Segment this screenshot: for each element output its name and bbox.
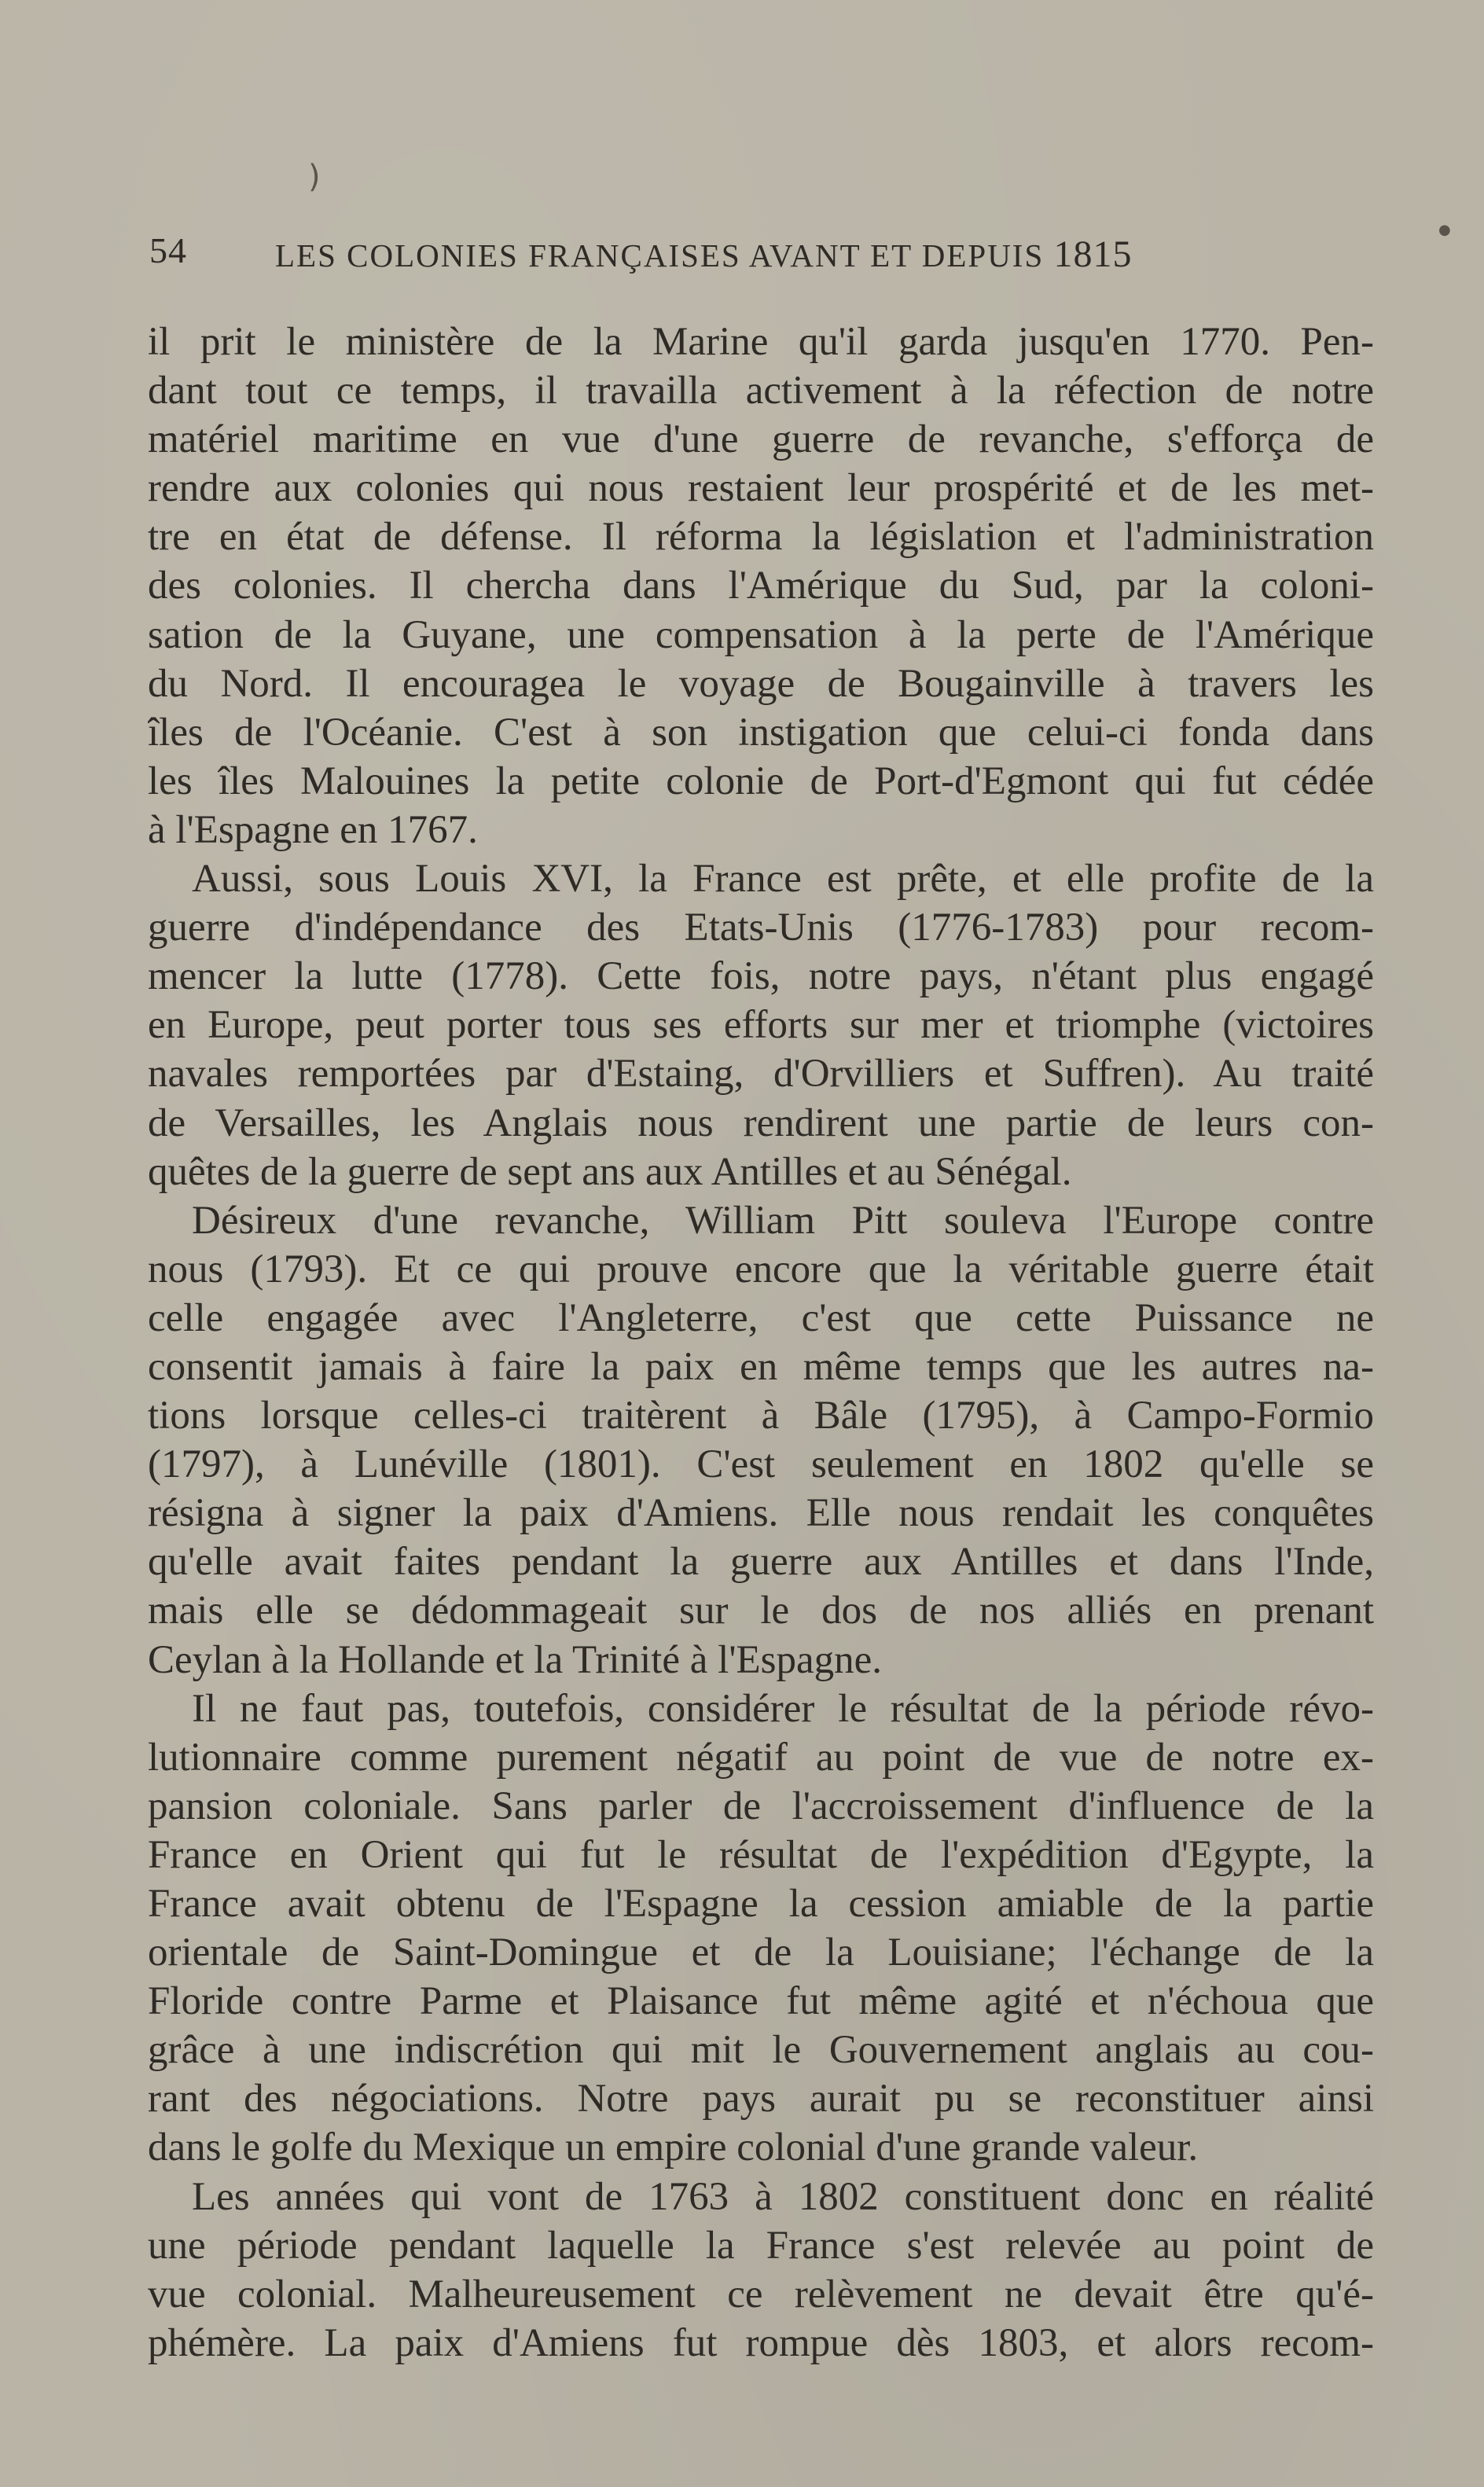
running-title-year: 1815 (1053, 233, 1133, 275)
text-line: guerre d'indépendance des Etats-Unis (1776-1783) pour recom- (148, 906, 1374, 950)
text-line: une période pendant laquelle la France s'est relevée au point de (148, 2223, 1374, 2268)
text-line: résigna à signer la paix d'Amiens. Elle nous rendait les conquêtes (148, 1491, 1374, 1536)
text-line: en Europe, peut porter tous ses efforts sur mer et triomphe (victoires (148, 1003, 1374, 1048)
text-line: Il ne faut pas, toutefois, considérer le résultat de la période révo- (192, 1686, 1374, 1731)
text-line: France en Orient qui fut le résultat de l'expédition d'Egypte, la (148, 1832, 1374, 1877)
text-line: il prit le ministère de la Marine qu'il garda jusqu'en 1770. Pen- (148, 320, 1374, 364)
page-number: 54 (149, 230, 187, 270)
text-line: rendre aux colonies qui nous restaient leur prospérité et de les met- (148, 466, 1374, 511)
text-line: mais elle se dédommageait sur le dos de nos alliés en prenant (148, 1589, 1374, 1633)
text-line: îles de l'Océanie. C'est à son instigation que celui-ci fonda dans (148, 710, 1374, 755)
text-line: les îles Malouines la petite colonie de Port-d'Egmont qui fut cédée (148, 759, 1374, 803)
text-line: vue colonial. Malheureusement ce relèvement ne devait être qu'é- (148, 2272, 1374, 2316)
text-line: Les années qui vont de 1763 à 1802 constituent donc en réalité (192, 2174, 1374, 2219)
text-line: de Versailles, les Anglais nous rendirent une partie de leurs con- (148, 1100, 1374, 1145)
text-line: rant des négociations. Notre pays aurait pu se reconstituer ainsi (148, 2077, 1374, 2121)
text-line: Floride contre Parme et Plaisance fut même agité et n'échoua que (148, 1979, 1374, 2024)
text-line: Aussi, sous Louis XVI, la France est prête, et elle profite de la (192, 857, 1374, 902)
text-line: orientale de Saint-Domingue et de la Louisiane; l'échange de la (148, 1930, 1374, 1975)
pencil-mark: ) (308, 159, 321, 195)
running-title (275, 233, 1133, 276)
text-line: tre en état de défense. Il réforma la législation et l'administration (148, 515, 1374, 560)
text-line: matériel maritime en vue d'une guerre de revanche, s'efforça de (148, 417, 1374, 462)
text-line: grâce à une indiscrétion qui mit le Gouvernement anglais au cou- (148, 2028, 1374, 2073)
text-line: dans le golfe du Mexique un empire colonial d'une grande valeur. (148, 2125, 1199, 2170)
text-line: navales remportées par d'Estaing, d'Orvilliers et Suffren). Au traité (148, 1052, 1374, 1097)
paper-speck: ● (1438, 222, 1451, 238)
text-line: mencer la lutte (1778). Cette fois, notre pays, n'étant plus engagé (148, 954, 1374, 999)
text-line: France avait obtenu de l'Espagne la cession amiable de la partie (148, 1882, 1374, 1926)
text-line: pansion coloniale. Sans parler de l'accroissement d'influence de la (148, 1784, 1374, 1828)
text-line: tions lorsque celles-ci traitèrent à Bâle (1795), à Campo-Formio (148, 1394, 1374, 1438)
text-line: Désireux d'une revanche, William Pitt souleva l'Europe contre (192, 1198, 1374, 1243)
text-line: celle engagée avec l'Angleterre, c'est que cette Puissance ne (148, 1295, 1374, 1340)
text-line: dant tout ce temps, il travailla activement à la réfection de notre (148, 369, 1374, 413)
body-text (148, 318, 1374, 2365)
text-line: Ceylan à la Hollande et la Trinité à l'Espagne. (148, 1637, 883, 1682)
text-line: qu'elle avait faites pendant la guerre aux Antilles et dans l'Inde, (148, 1540, 1374, 1585)
text-line: consentit jamais à faire la paix en même temps que les autres na- (148, 1344, 1374, 1389)
text-line: nous (1793). Et ce qui prouve encore que la véritable guerre était (148, 1247, 1374, 1291)
running-title-text: LES COLONIES FRANÇAISES AVANT ET DEPUIS (275, 237, 1045, 274)
text-line: quêtes de la guerre de sept ans aux Antilles et au Sénégal. (148, 1149, 1072, 1194)
running-header (149, 230, 1313, 285)
text-line: sation de la Guyane, une compensation à la perte de l'Amérique (148, 612, 1374, 657)
text-line: à l'Espagne en 1767. (148, 807, 478, 852)
text-line: phémère. La paix d'Amiens fut rompue dès 1803, et alors recom- (148, 2320, 1374, 2365)
text-line: des colonies. Il chercha dans l'Amérique du Sud, par la coloni- (148, 564, 1374, 608)
text-line: du Nord. Il encouragea le voyage de Bougainville à travers les (148, 661, 1374, 706)
text-line: (1797), à Lunéville (1801). C'est seulement en 1802 qu'elle se (148, 1442, 1374, 1487)
text-line: lutionnaire comme purement négatif au point de vue de notre ex- (148, 1735, 1374, 1780)
